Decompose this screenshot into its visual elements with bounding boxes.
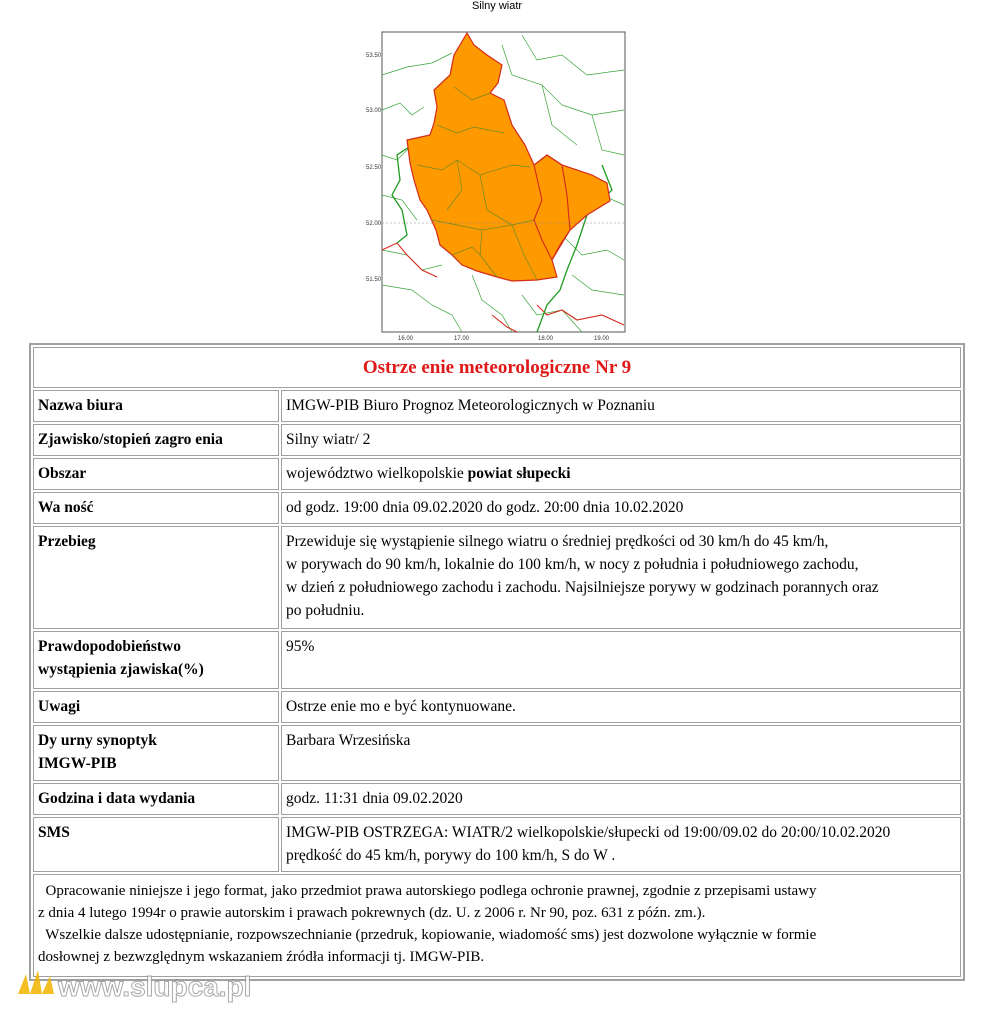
text-line: prędkość do 45 km/h, porywy do 100 km/h, S do W . [286,847,616,864]
map-y-tick: 52.50 [366,165,382,171]
row-value [281,526,961,629]
text-line: wystąpienia zjawiska(%) [38,661,204,678]
row-value: IMGW-PIB Biuro Prognoz Meteorologicznych w Poznaniu [281,390,961,422]
warning-title: Ostrze enie meteorologiczne Nr 9 [33,347,961,388]
area-voivodeship: województwo wielkopolskie [286,465,468,482]
row-label: SMS [33,817,279,872]
table-row [33,817,961,872]
row-value: godz. 11:31 dnia 09.02.2020 [281,783,961,815]
row-label: Obszar [33,458,279,490]
table-row [33,390,961,422]
text-line: Opracowanie niniejsze i jego format, jako przedmiot prawa autorskiego podlega ochronie prawnej, zgodnie z przepisami ustawy [38,883,817,899]
text-line: Przewiduje się wystąpienie silnego wiatru o średniej prędkości od 30 km/h do 45 km/h, [286,533,829,550]
text-line: z dnia 4 lutego 1994r o prawie autorskim i prawach pokrewnych (dz. U. z 2006 r. Nr 90, poz. 631 z późn. zm.). [38,905,706,921]
text-line: w dzień z południowego zachodu i zachodu. Najsilniejsze porywy w godzinach porannych oraz [286,579,879,596]
text-line: po południu. [286,602,365,619]
map-y-tick: 53.50 [366,53,382,59]
map-y-tick: 52.00 [366,221,382,227]
row-label: Wa ność [33,492,279,524]
watermark-text: www.slupca.pl [58,971,252,1002]
area-powiat: powiat słupecki [467,465,571,482]
table-row [33,783,961,815]
table-row [33,725,961,781]
text-line: w porywach do 90 km/h, lokalnie do 100 km/h, w nocy z południa i południowego zachodu, [286,556,859,573]
table-row [33,631,961,689]
table-row [33,492,961,524]
text-line: IMGW-PIB OSTRZEGA: WIATR/2 wielkopolskie/słupecki od 19:00/09.02 do 20:00/10.02.2020 [286,824,891,841]
row-label: Uwagi [33,691,279,723]
row-label: Nazwa biura [33,390,279,422]
row-label: Zjawisko/stopień zagro enia [33,424,279,456]
warning-table [29,343,965,981]
map-x-tick: 17.00 [454,336,470,342]
warning-map [362,15,630,343]
text-line: Wszelkie dalsze udostępnianie, rozpowszechnianie (przedruk, kopiowanie, wiadomość sms) jest dozwolone wyłącznie w formie [38,927,817,943]
row-label: Przebieg [33,526,279,629]
map-x-tick: 18.00 [538,336,554,342]
row-value [281,817,961,872]
row-value [281,458,961,490]
map-y-tick: 53.00 [366,108,382,114]
row-value: 95% [281,631,961,689]
map-title: Silny wiatr [471,0,523,12]
map-x-tick: 19.00 [594,336,610,342]
watermark-logo [12,960,252,1010]
text-line: Dy urny synoptyk [38,732,157,749]
text-line: IMGW-PIB [38,755,117,772]
row-value: Barbara Wrzesińska [281,725,961,781]
row-value: Ostrze enie mo e być kontynuowane. [281,691,961,723]
table-row [33,424,961,456]
map-y-tick: 51.50 [366,277,382,283]
row-value: Silny wiatr/ 2 [281,424,961,456]
map-x-tick: 16.00 [398,336,414,342]
row-label: Godzina i data wydania [33,783,279,815]
table-row [33,458,961,490]
table-row [33,526,961,629]
row-label [33,725,279,781]
table-row [33,691,961,723]
row-label [33,631,279,689]
text-line: Prawdopodobieństwo [38,638,181,655]
text-line: dosłownej z bezwzględnym wskazaniem źródła informacji tj. IMGW-PIB. [38,949,485,965]
row-value: od godz. 19:00 dnia 09.02.2020 do godz. 20:00 dnia 10.02.2020 [281,492,961,524]
